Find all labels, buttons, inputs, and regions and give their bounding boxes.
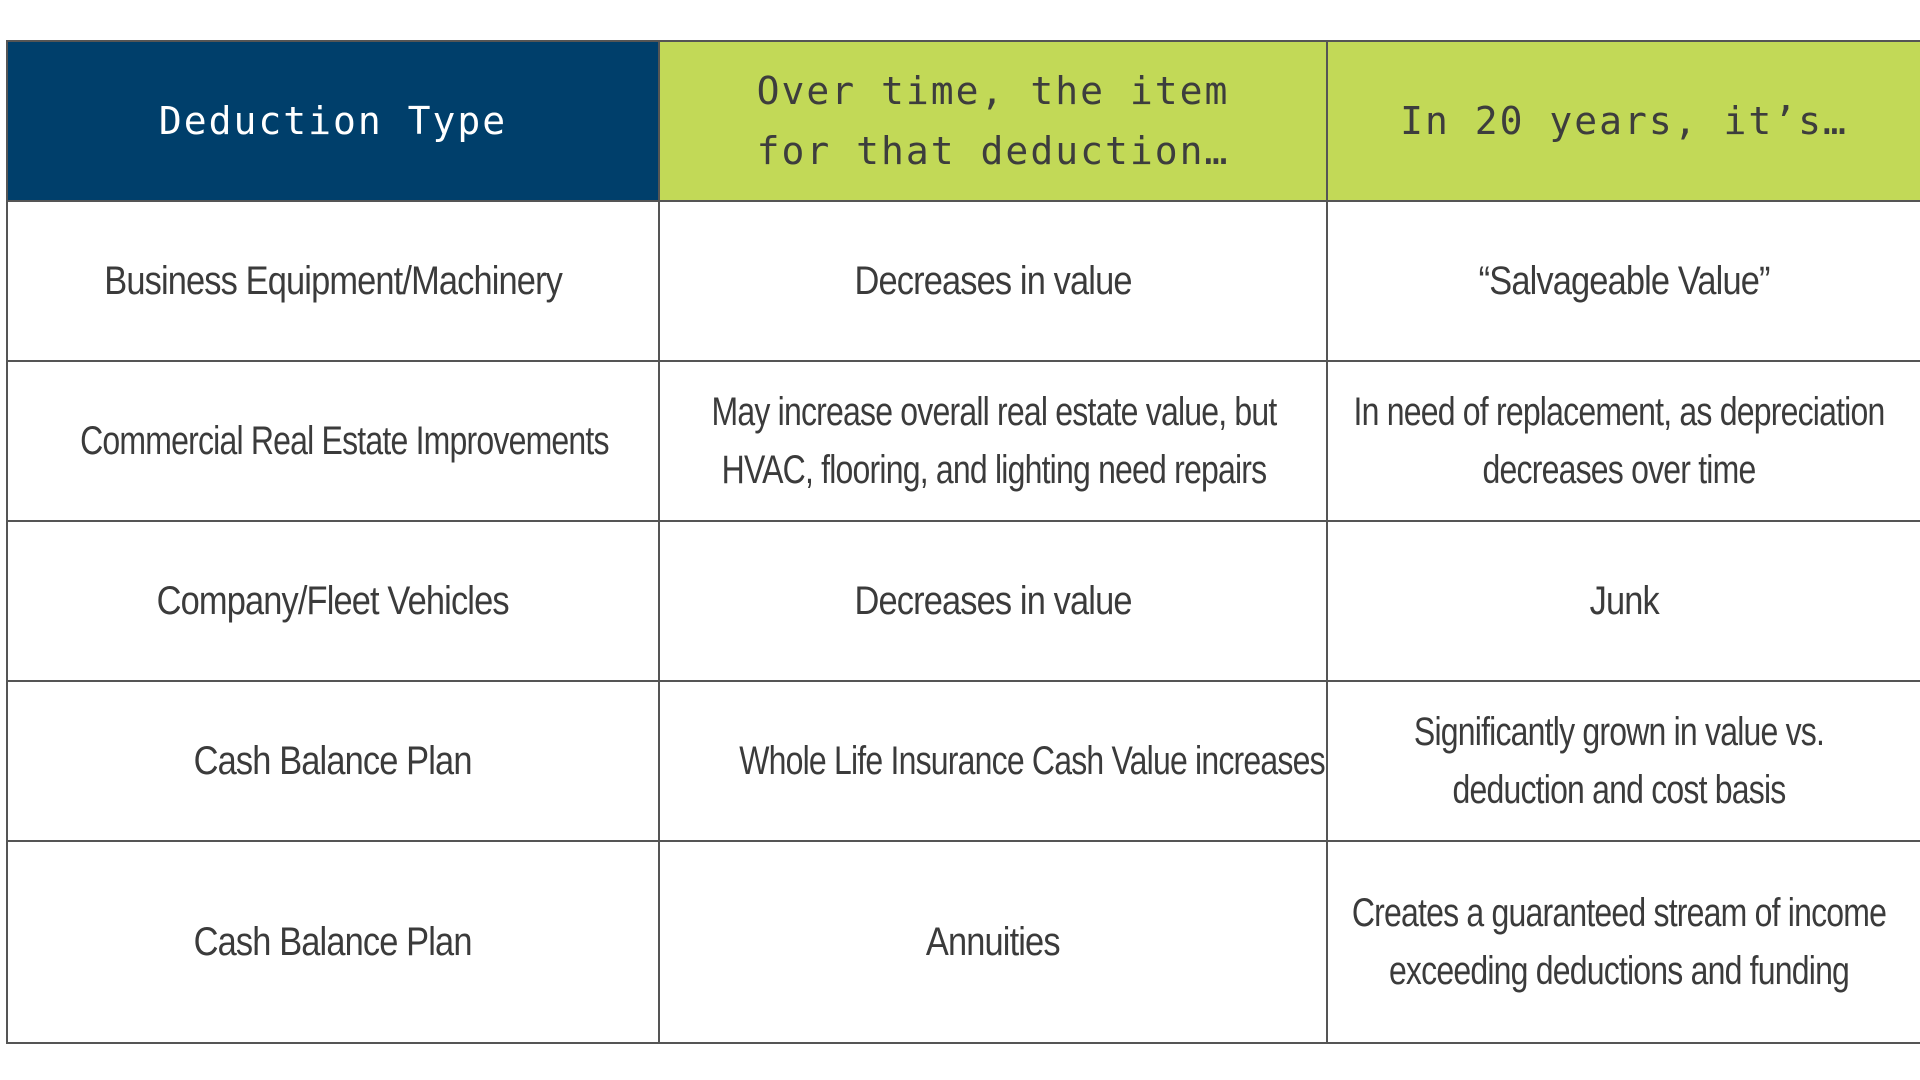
- cell-over-time: Decreases in value: [659, 201, 1327, 361]
- cell-deduction-type: Company/Fleet Vehicles: [7, 521, 659, 681]
- cell-in-20-years: Creates a guaranteed stream of income exceeding deductions and funding: [1327, 841, 1920, 1043]
- table-row: [7, 841, 1920, 1043]
- cell-over-time: Annuities: [659, 841, 1327, 1043]
- cell-over-time: Whole Life Insurance Cash Value increases: [659, 681, 1327, 841]
- cell-deduction-type: Business Equipment/Machinery: [7, 201, 659, 361]
- header-over-time: Over time, the item for that deduction…: [659, 41, 1327, 201]
- table-row: [7, 201, 1920, 361]
- cell-in-20-years: “Salvageable Value”: [1327, 201, 1920, 361]
- cell-deduction-type: Cash Balance Plan: [7, 681, 659, 841]
- header-in-20-years: In 20 years, it’s…: [1327, 41, 1920, 201]
- table-header-row: [7, 41, 1920, 201]
- table-row: [7, 521, 1920, 681]
- cell-deduction-type: Cash Balance Plan: [7, 841, 659, 1043]
- cell-over-time: Decreases in value: [659, 521, 1327, 681]
- cell-deduction-type: Commercial Real Estate Improvements: [7, 361, 659, 521]
- cell-over-time: May increase overall real estate value, but HVAC, flooring, and lighting need repairs: [659, 361, 1327, 521]
- header-deduction-type: Deduction Type: [7, 41, 659, 201]
- table-row: [7, 361, 1920, 521]
- cell-in-20-years: Significantly grown in value vs. deduction and cost basis: [1327, 681, 1920, 841]
- cell-in-20-years: Junk: [1327, 521, 1920, 681]
- deduction-comparison-table: [6, 40, 1920, 1044]
- cell-in-20-years: In need of replacement, as depreciation decreases over time: [1327, 361, 1920, 521]
- deduction-comparison-table-container: [6, 40, 1914, 1044]
- table-row: [7, 681, 1920, 841]
